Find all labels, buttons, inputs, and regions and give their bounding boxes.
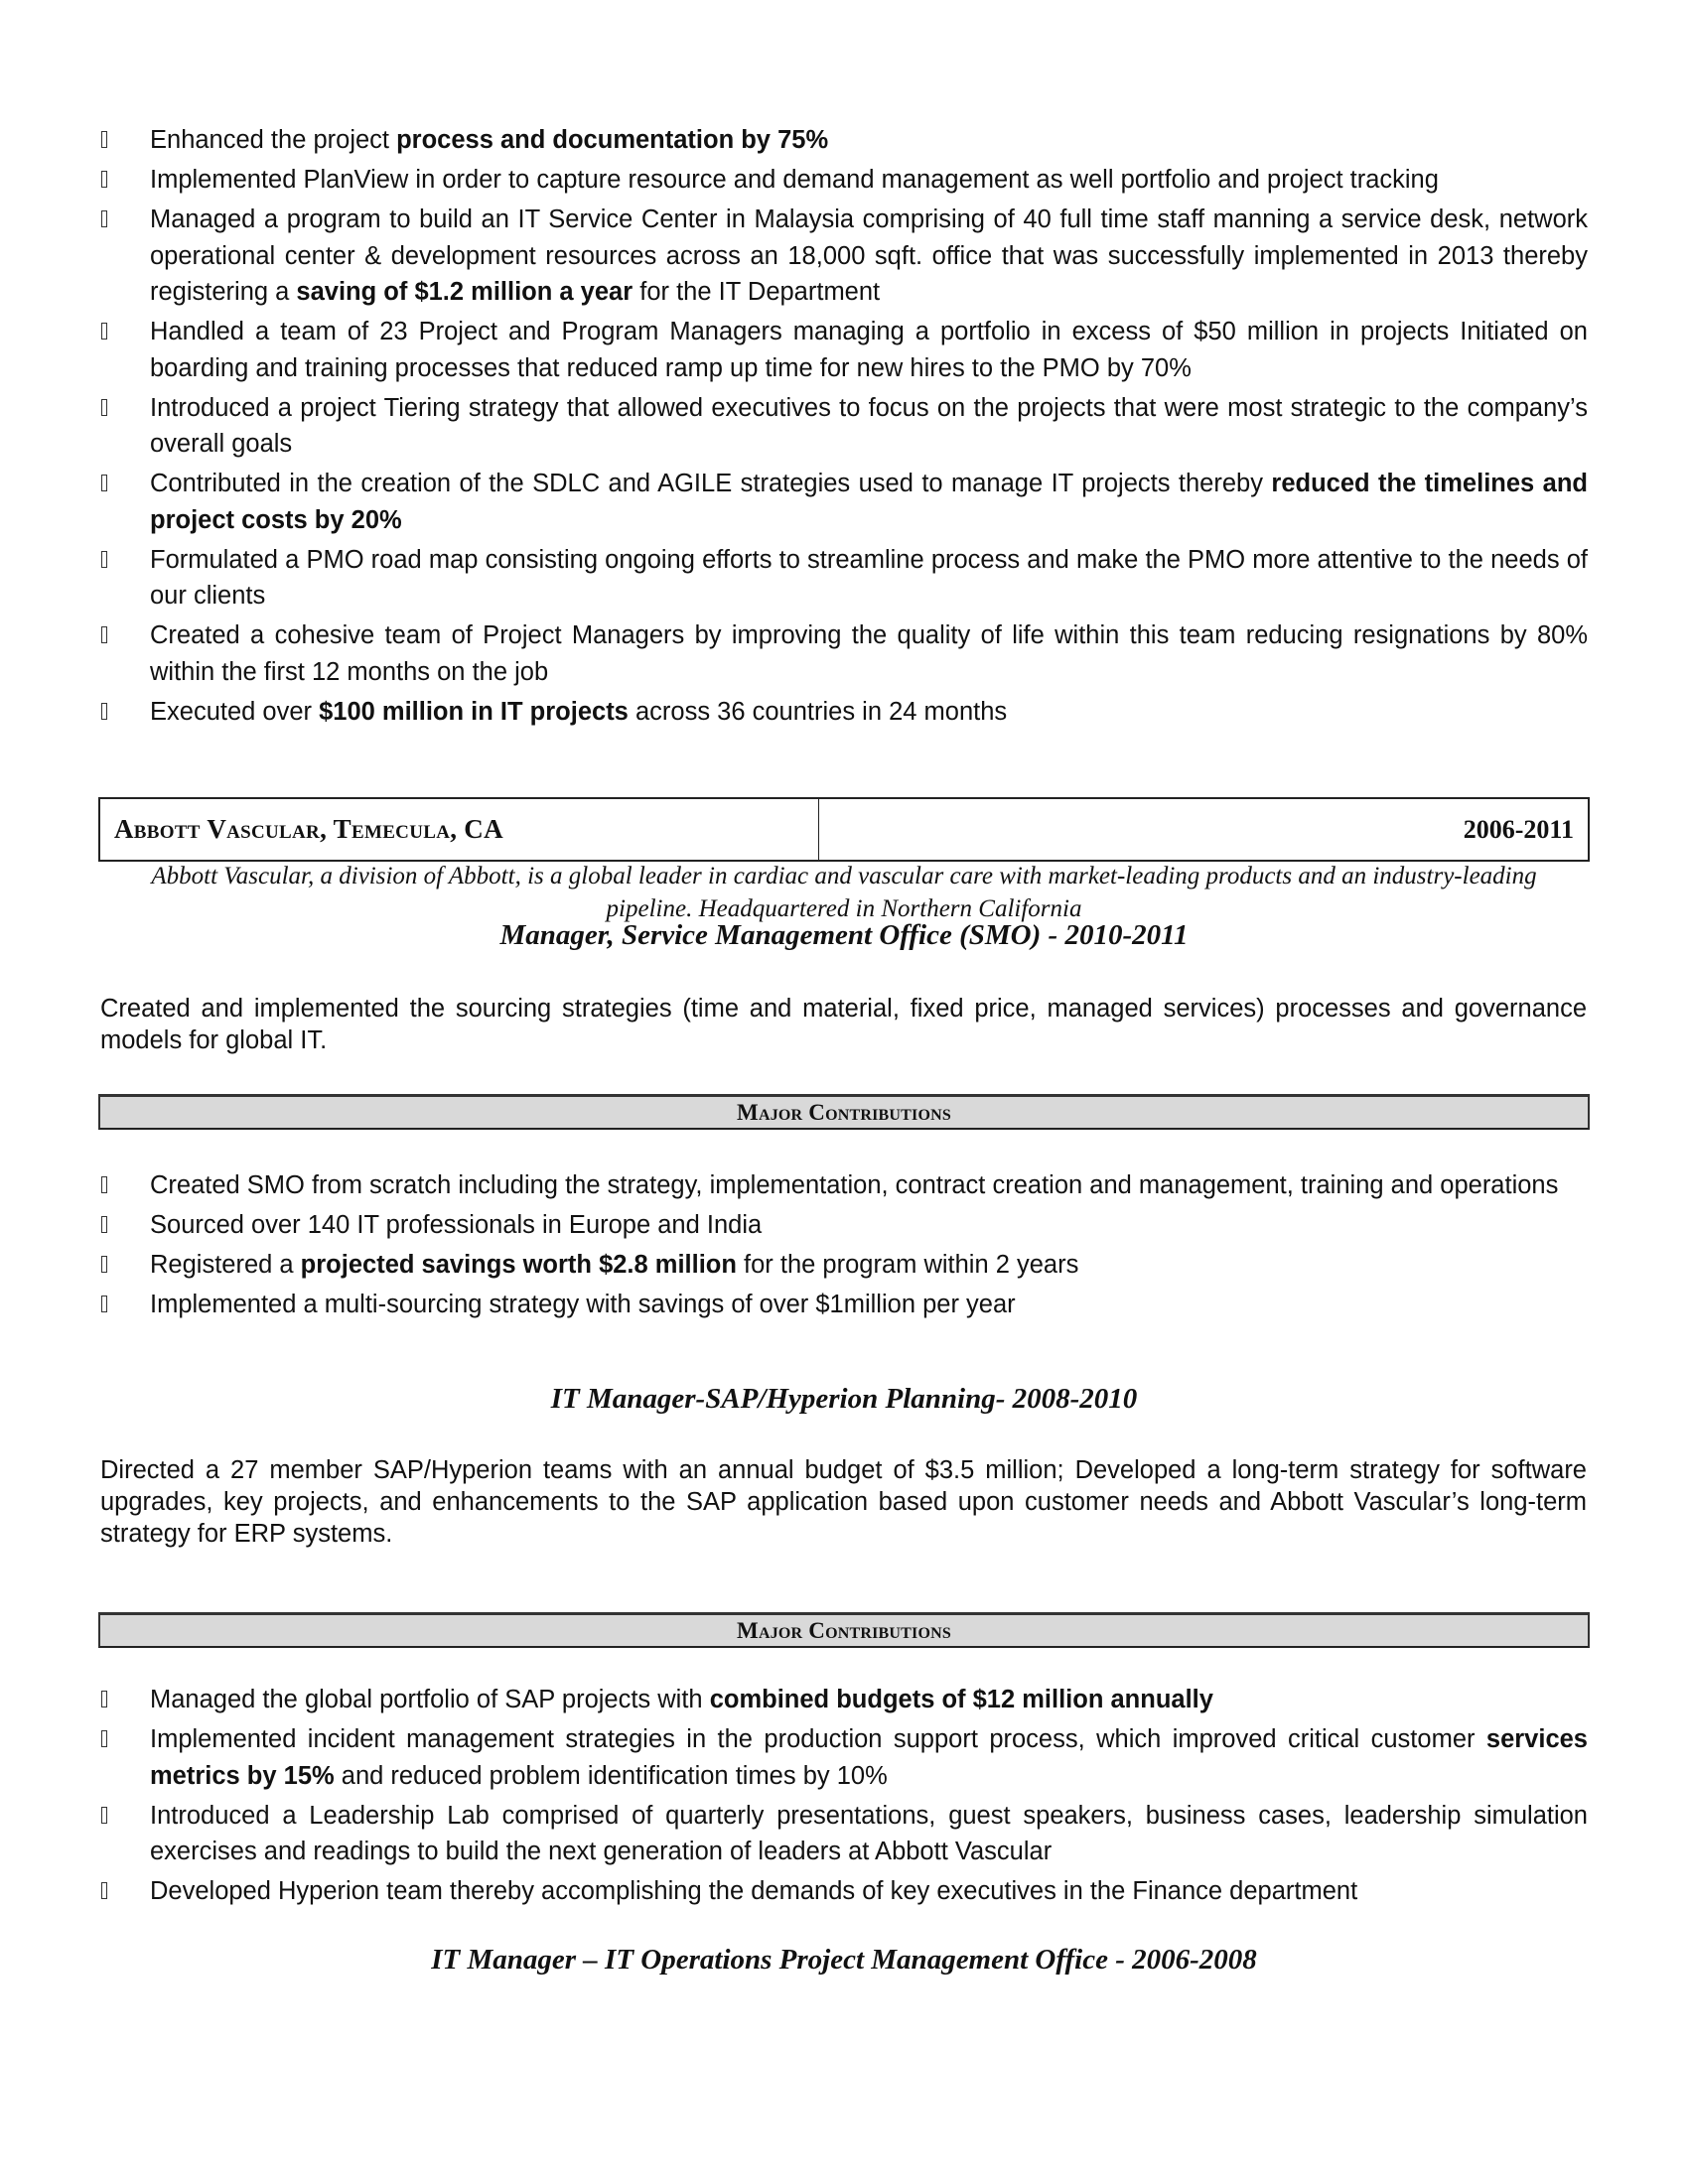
list-item: Implemented a multi-sourcing strategy with savings of over $1million per year <box>98 1287 1588 1323</box>
bullet-icon <box>101 1807 107 1824</box>
list-item: Introduced a Leadership Lab comprised of quarterly presentations, guest speakers, business cases, leadership simulation exercises and readings to build the next generation of leaders at Abbott Vascular <box>98 1798 1588 1870</box>
bullet-icon <box>101 703 107 720</box>
role-summary: Directed a 27 member SAP/Hyperion teams with an annual budget of $3.5 million; Developed a long-term strategy for software upgrades, key projects, and enhancements to the SAP application based upon customer needs and Abbott Vascular’s long-term strategy for ERP systems. <box>100 1456 1587 1548</box>
bullet-icon <box>101 131 107 148</box>
bullet-icon <box>101 626 107 643</box>
list-item: Created SMO from scratch including the strategy, implementation, contract creation and management, training and operations <box>98 1167 1588 1204</box>
list-item: Implemented incident management strategies in the production support process, which improved critical customer services metrics by 15% and reduced problem identification times by 10% <box>98 1721 1588 1794</box>
bullet-icon <box>101 475 107 491</box>
bullet-icon <box>101 1691 107 1707</box>
contributions-list <box>98 1167 1588 1326</box>
list-item: Executed over $100 million in IT projects across 36 countries in 24 months <box>98 694 1588 731</box>
achievements-list <box>98 122 1588 734</box>
bullet-icon <box>101 171 107 188</box>
bullet-icon <box>101 323 107 340</box>
bullet-icon <box>101 551 107 568</box>
role-title: IT Manager-SAP/Hyperion Planning- 2008-2010 <box>550 1383 1138 1415</box>
list-item: Implemented PlanView in order to capture resource and demand management as well portfolio and project tracking <box>98 162 1588 199</box>
list-item: Managed the global portfolio of SAP projects with combined budgets of $12 million annually <box>98 1682 1588 1718</box>
list-item: Formulated a PMO road map consisting ongoing efforts to streamline process and make the PMO more attentive to the needs of our clients <box>98 542 1588 614</box>
list-item: Enhanced the project process and documentation by 75% <box>98 122 1588 159</box>
bullet-icon <box>101 1882 107 1899</box>
bullet-icon <box>101 1256 107 1273</box>
role-title: IT Manager – IT Operations Project Management Office - 2006-2008 <box>431 1944 1257 1976</box>
list-item: Handled a team of 23 Project and Program Managers managing a portfolio in excess of $50 million in projects Initiated on boarding and training processes that reduced ramp up time for new hires to the PMO by 70% <box>98 314 1588 386</box>
company-name: Abbott Vascular, Temecula, CA <box>100 799 819 860</box>
list-item: Contributed in the creation of the SDLC and AGILE strategies used to manage IT projects thereby reduced the timelines and project costs by 20% <box>98 466 1588 538</box>
list-item: Registered a projected savings worth $2.8 million for the program within 2 years <box>98 1247 1588 1284</box>
company-description: Abbott Vascular, a division of Abbott, is a global leader in cardiac and vascular care with market-leading products and an industry-leading pipeline. Headquartered in Northern California <box>151 863 1537 922</box>
bullet-icon <box>101 210 107 227</box>
list-item: Created a cohesive team of Project Managers by improving the quality of life within this team reducing resignations by 80% within the first 12 months on the job <box>98 617 1588 690</box>
major-contributions-header: Major Contributions <box>98 1612 1590 1648</box>
list-item: Sourced over 140 IT professionals in Europe and India <box>98 1207 1588 1244</box>
list-item: Introduced a project Tiering strategy that allowed executives to focus on the projects that were most strategic to the company’s overall goals <box>98 390 1588 463</box>
list-item: Managed a program to build an IT Service Center in Malaysia comprising of 40 full time staff manning a service desk, network operational center & development resources across an 18,000 sqft. office that was successfully implemented in 2013 thereby registering a saving of $1.2 million a year for the IT Department <box>98 202 1588 311</box>
role-title: Manager, Service Management Office (SMO) - 2010-2011 <box>499 919 1189 951</box>
role-summary: Created and implemented the sourcing strategies (time and material, fixed price, managed services) processes and governance models for global IT. <box>100 995 1587 1054</box>
list-item: Developed Hyperion team thereby accomplishing the demands of key executives in the Finance department <box>98 1873 1588 1910</box>
company-header-table <box>98 797 1590 862</box>
bullet-icon <box>101 1296 107 1312</box>
contributions-list <box>98 1682 1588 1913</box>
bullet-icon <box>101 1176 107 1193</box>
bullet-icon <box>101 399 107 416</box>
bullet-icon <box>101 1730 107 1747</box>
major-contributions-header: Major Contributions <box>98 1094 1590 1130</box>
bullet-icon <box>101 1216 107 1233</box>
company-dates: 2006-2011 <box>1463 814 1574 844</box>
